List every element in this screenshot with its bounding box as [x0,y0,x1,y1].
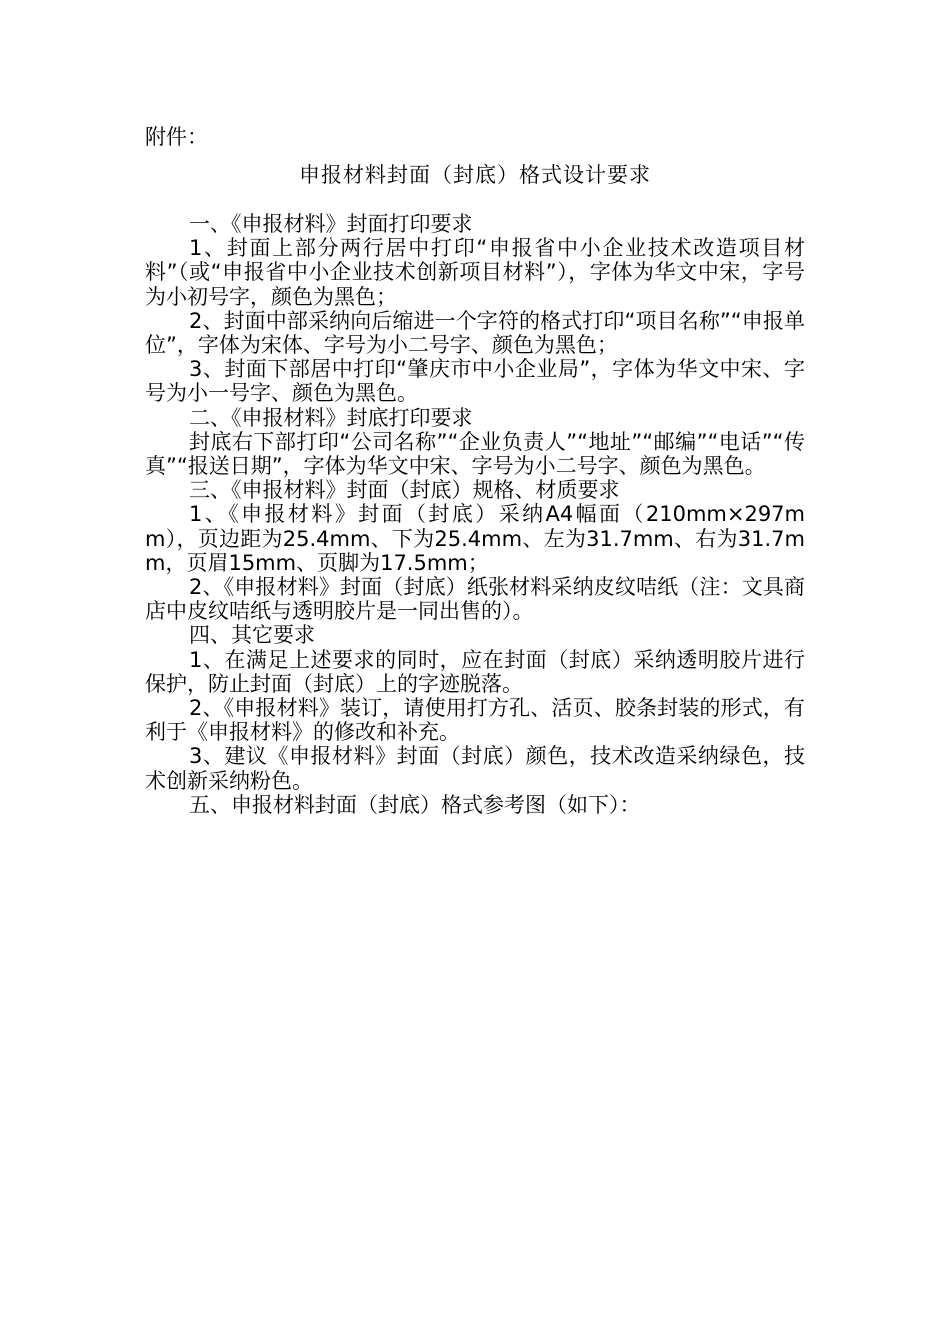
document-title: 申报材料封面（封底）格式设计要求 [299,163,651,187]
attachment-label: 附件： [145,125,208,149]
section-heading-back-print: 二、《申报材料》封底打印要求 [189,405,473,430]
paragraph-cover-middle: 2、封面中部采纳向后缩进一个字符的格式打印“项目名称”“申报单位”，字体为宋体、字号为小二号字、颜色为黑色； [145,308,805,358]
paragraph-back-cover: 封底右下部打印“公司名称”“企业负责人”“地址”“邮编”“电话”“传真”“报送日期”，字体为华文中宋、字号为小二号字、颜色为黑色。 [145,429,805,479]
section-heading-reference: 五、申报材料封面（封底）格式参考图（如下）： [189,792,641,817]
paragraph-spec-paper: 2、《申报材料》封面（封底）纸张材料采纳皮纹咭纸（注：文具商店中皮纹咭纸与透明胶片是一同出售的）。 [145,575,805,624]
paragraph-other-color: 3、建议《申报材料》封面（封底）颜色，技术改造采纳绿色，技术创新采纳粉色。 [145,744,805,793]
paragraph-cover-top: 1、封面上部分两行居中打印“申报省中小企业技术改造项目材料”（或“申报省中小企业技术创新项目材料”），字体为华文中宋，字号为小初号字，颜色为黑色； [145,236,805,309]
document-body [145,212,805,817]
paragraph-other-binding: 2、《申报材料》装订，请使用打方孔、活页、胶条封装的形式，有利于《申报材料》的修改和补充。 [145,696,805,745]
paragraph-other-protect: 1、在满足上述要求的同时，应在封面（封底）采纳透明胶片进行保护，防止封面（封底）上的字迹脱落。 [145,647,805,696]
section-heading-spec-material: 三、《申报材料》封面（封底）规格、材质要求 [189,478,620,503]
section-heading-cover-print: 一、《申报材料》封面打印要求 [189,212,473,236]
section-heading-other: 四、其它要求 [189,623,315,648]
paragraph-cover-bottom: 3、封面下部居中打印“肇庆市中小企业局”，字体为华文中宋、字号为小一号字、颜色为黑色。 [145,357,805,406]
paragraph-spec-size: 1、《申报材料》封面（封底）采纳A4幅面（210mm×297mm），页边距为25.4mm、下为25.4mm、左为31.7mm、右为31.7mm，页眉15mm、页脚为17.5mm； [145,502,805,575]
